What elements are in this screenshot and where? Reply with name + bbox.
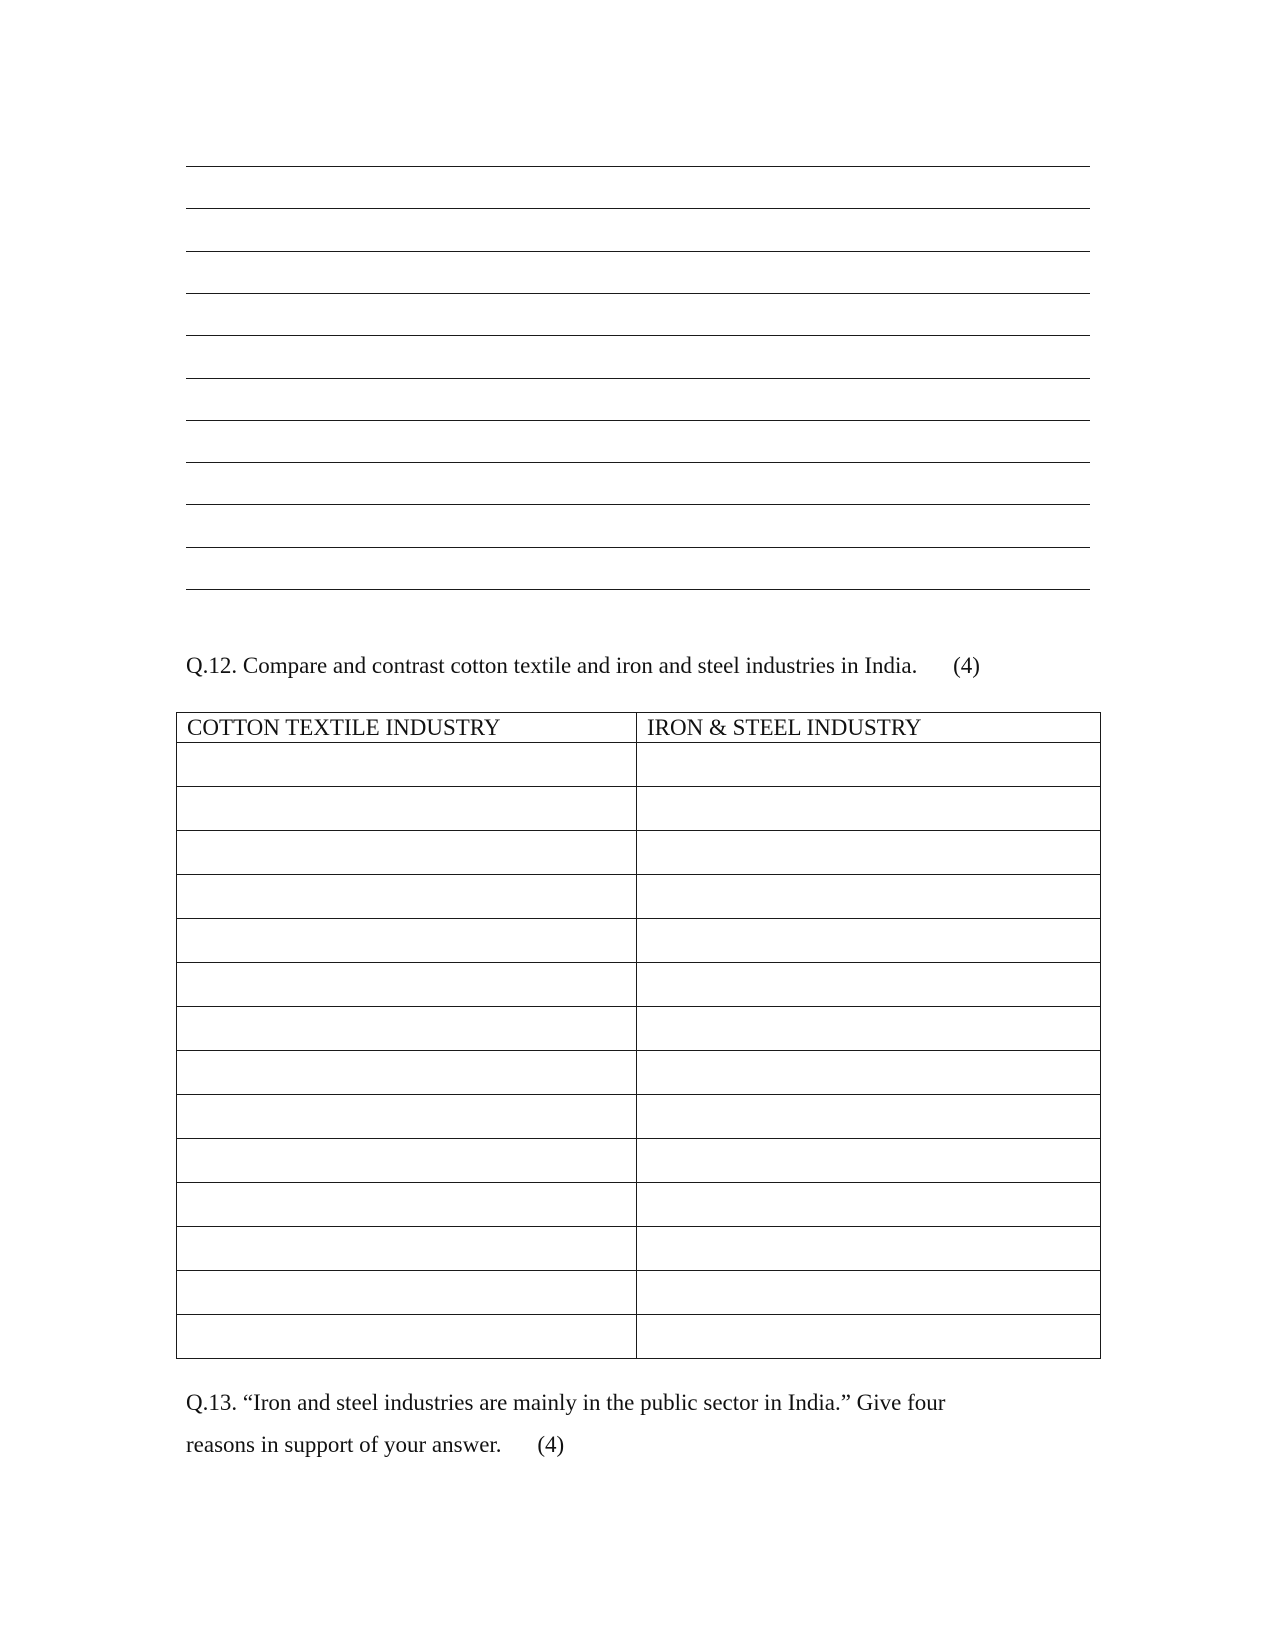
table-row (177, 1271, 1101, 1315)
table-row (177, 1183, 1101, 1227)
table-row (177, 919, 1101, 963)
cotton-textile-cell[interactable] (177, 919, 637, 963)
question-13-line-1 (186, 1382, 945, 1424)
header-cotton-textile: COTTON TEXTILE INDUSTRY (177, 713, 637, 743)
question-13-line-2 (186, 1424, 945, 1466)
answer-line[interactable] (186, 547, 1090, 548)
table-row (177, 1051, 1101, 1095)
answer-line[interactable] (186, 378, 1090, 379)
answer-line[interactable] (186, 166, 1090, 167)
answer-line[interactable] (186, 420, 1090, 421)
header-iron-steel: IRON & STEEL INDUSTRY (637, 713, 1101, 743)
answer-line[interactable] (186, 504, 1090, 505)
table-row (177, 1007, 1101, 1051)
cotton-textile-cell[interactable] (177, 875, 637, 919)
answer-lines-q11 (186, 0, 1090, 610)
table-row (177, 831, 1101, 875)
cotton-textile-cell[interactable] (177, 1227, 637, 1271)
answer-line[interactable] (186, 335, 1090, 336)
cotton-textile-cell[interactable] (177, 1139, 637, 1183)
question-13-text-1: “Iron and steel industries are mainly in the public sector in India.” Give four (242, 1390, 946, 1415)
answer-line[interactable] (186, 293, 1090, 294)
iron-steel-cell[interactable] (637, 919, 1101, 963)
question-13-number: Q.13. (186, 1390, 238, 1415)
iron-steel-cell[interactable] (637, 787, 1101, 831)
question-12-marks: (4) (953, 653, 980, 678)
question-12-text: Compare and contrast cotton textile and iron and steel industries in India. (242, 653, 918, 678)
table-row (177, 1095, 1101, 1139)
cotton-textile-cell[interactable] (177, 787, 637, 831)
question-13-text-2: reasons in support of your answer. (186, 1432, 502, 1457)
table-row (177, 1139, 1101, 1183)
table-row (177, 963, 1101, 1007)
iron-steel-cell[interactable] (637, 1007, 1101, 1051)
table-row (177, 875, 1101, 919)
cotton-textile-cell[interactable] (177, 831, 637, 875)
iron-steel-cell[interactable] (637, 1315, 1101, 1359)
iron-steel-cell[interactable] (637, 1271, 1101, 1315)
cotton-textile-cell[interactable] (177, 743, 637, 787)
iron-steel-cell[interactable] (637, 875, 1101, 919)
iron-steel-cell[interactable] (637, 1183, 1101, 1227)
cotton-textile-cell[interactable] (177, 963, 637, 1007)
cotton-textile-cell[interactable] (177, 1271, 637, 1315)
cotton-textile-cell[interactable] (177, 1051, 637, 1095)
cotton-textile-cell[interactable] (177, 1315, 637, 1359)
iron-steel-cell[interactable] (637, 743, 1101, 787)
answer-line[interactable] (186, 462, 1090, 463)
cotton-textile-cell[interactable] (177, 1007, 637, 1051)
iron-steel-cell[interactable] (637, 1139, 1101, 1183)
answer-line[interactable] (186, 589, 1090, 590)
iron-steel-cell[interactable] (637, 831, 1101, 875)
question-13 (186, 1382, 945, 1466)
cotton-textile-cell[interactable] (177, 1095, 637, 1139)
table-row (177, 1315, 1101, 1359)
question-12-number: Q.12. (186, 653, 238, 678)
iron-steel-cell[interactable] (637, 1051, 1101, 1095)
iron-steel-cell[interactable] (637, 963, 1101, 1007)
answer-line[interactable] (186, 208, 1090, 209)
comparison-table-body (177, 743, 1101, 1359)
table-row (177, 1227, 1101, 1271)
answer-line[interactable] (186, 251, 1090, 252)
comparison-table-header-row (177, 713, 1101, 743)
table-row (177, 787, 1101, 831)
question-13-marks: (4) (537, 1432, 565, 1457)
comparison-table (176, 712, 1101, 1359)
iron-steel-cell[interactable] (637, 1095, 1101, 1139)
iron-steel-cell[interactable] (637, 1227, 1101, 1271)
table-row (177, 743, 1101, 787)
cotton-textile-cell[interactable] (177, 1183, 637, 1227)
question-12 (186, 645, 980, 687)
